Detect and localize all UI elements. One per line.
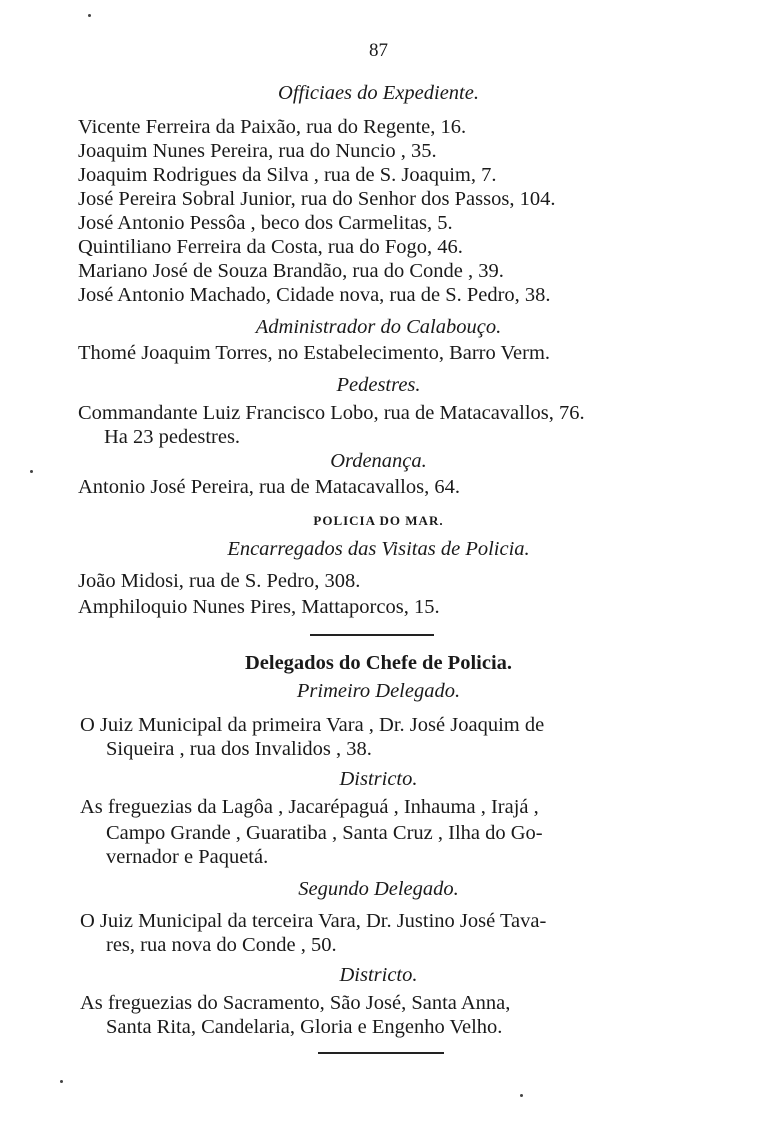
entry-line: Quintiliano Ferreira da Costa, rua do Fogo, 46. [78,236,463,258]
entry-line: Thomé Joaquim Torres, no Estabelecimento, Barro Verm. [78,342,551,364]
entry-line: Commandante Luiz Francisco Lobo, rua de Matacavallos, 76. [78,402,585,424]
entry-line: Joaquim Nunes Pereira, rua do Nuncio , 35. [78,140,437,162]
entry-line: Amphiloquio Nunes Pires, Mattaporcos, 15. [78,596,440,618]
page-number: 87 [369,40,388,61]
section-divider [310,634,434,636]
entry-line: Antonio José Pereira, rua de Matacavallos, 64. [78,476,460,498]
entry-line: As freguezias da Lagôa , Jacarépaguá , Inhauma , Irajá , [80,796,539,818]
heading-calabouco: Administrador do Calabouço. [255,316,502,338]
entry-line: Campo Grande , Guaratiba , Santa Cruz , Ilha do Go- [106,822,543,844]
entry-line: Vicente Ferreira da Paixão, rua do Regente, 16. [78,116,467,138]
entry-line: Santa Rita, Candelaria, Gloria e Engenho Velho. [106,1016,503,1038]
heading-ordenanca: Ordenança. [330,450,427,472]
heading-visitas: Encarregados das Visitas de Policia. [227,538,530,560]
entry-line: res, rua nova do Conde , 50. [106,934,337,956]
entry-line: O Juiz Municipal da primeira Vara , Dr. José Joaquim de [80,714,545,736]
paper-speck [30,470,33,473]
bottom-divider [318,1052,444,1054]
entry-line: Joaquim Rodrigues da Silva , rua de S. Joaquim, 7. [78,164,497,186]
paper-speck [88,14,91,17]
heading-pedestres: Pedestres. [336,374,421,396]
entry-line: Mariano José de Souza Brandão, rua do Conde , 39. [78,260,504,282]
entry-line: As freguezias do Sacramento, São José, Santa Anna, [80,992,511,1014]
heading-primeiro-delegado: Primeiro Delegado. [296,680,461,702]
heading-districto: Districto. [339,964,418,986]
entry-line: João Midosi, rua de S. Pedro, 308. [78,570,361,592]
entry-line: José Pereira Sobral Junior, rua do Senhor dos Passos, 104. [78,188,556,210]
entry-line: Siqueira , rua dos Invalidos , 38. [106,738,372,760]
entry-line: vernador e Paquetá. [106,846,269,868]
entry-line: O Juiz Municipal da terceira Vara, Dr. Justino José Tava- [80,910,547,932]
heading-segundo-delegado: Segundo Delegado. [298,878,459,900]
heading-delegados: Delegados do Chefe de Policia. [244,652,513,674]
heading-policia-mar: POLICIA DO MAR. [313,513,444,528]
heading-districto: Districto. [339,768,418,790]
entry-line: Ha 23 pedestres. [104,426,241,448]
paper-speck [60,1080,63,1083]
entry-line: José Antonio Pessôa , beco dos Carmelitas, 5. [78,212,453,234]
paper-speck [520,1094,523,1097]
entry-line: José Antonio Machado, Cidade nova, rua de S. Pedro, 38. [78,284,551,306]
heading-expediente: Officiaes do Expediente. [278,82,479,104]
